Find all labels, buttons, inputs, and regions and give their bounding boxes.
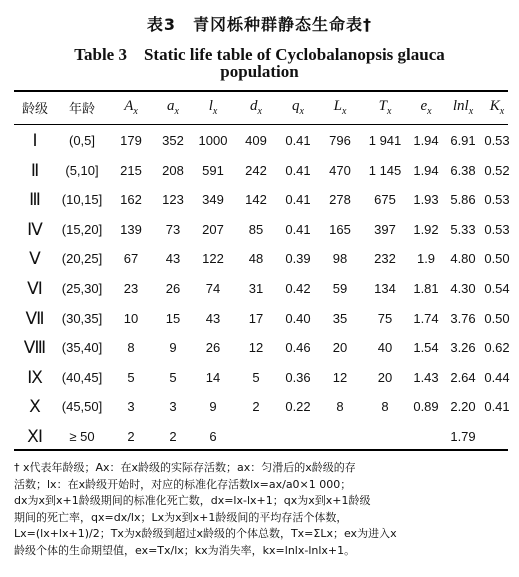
table-cell: 675 [374,192,396,208]
footnote-line: 活数；lx：在x龄级开始时，对应的标准化存活数lx=ax/a0×1 000； [14,477,352,491]
table-cell: 0.89 [413,399,439,415]
table-cell: 0.42 [285,281,311,296]
table-cell: 2 [169,429,177,444]
column-header: $L_x$ [333,98,347,117]
table-cell: (15,20] [61,221,103,237]
table-cell: 1.79 [450,429,476,444]
table-cell: 9 [209,399,217,415]
table-title-en-line1: Table 3 Static life table of Cyclobalanopsis glauca [74,45,445,64]
table-cell: 0.50 [484,251,510,267]
column-header: $l_x$ [208,98,218,117]
table-cell: 10 [123,310,139,326]
table-cell: 3.76 [450,310,476,326]
table-cell: 0.41 [484,399,510,415]
table-cell: (25,30] [61,281,103,296]
table-cell: 409 [245,133,267,148]
table-cell: 349 [202,192,224,208]
table-cell: 43 [205,310,221,326]
table-cell: 3 [127,399,135,415]
table-cell: 232 [374,251,396,267]
table-cell: Ⅲ [29,190,41,210]
table-cell: 1.54 [413,340,439,356]
footnote-line: dx为x到x+1龄级期间的标准化死亡数，dx=lx-lx+1；qx为x到x+1龄级 [14,494,371,508]
column-header: $T_x$ [378,98,392,117]
table-cell: Ⅺ [27,427,43,446]
table-cell: 15 [165,310,181,326]
table-cell: 8 [336,399,344,415]
table-cell: 397 [374,221,396,237]
column-header: $d_x$ [250,98,262,117]
table-cell: 139 [120,221,142,237]
table-cell: 85 [248,221,264,237]
column-header: 年龄 [68,102,96,117]
table-cell: 1.94 [413,162,439,178]
table-top-rule [14,90,508,92]
table-cell: 35 [332,310,348,326]
table-cell: 162 [120,192,142,208]
table-cell: 75 [377,310,393,326]
table-cell: 40 [377,340,393,356]
table-cell: Ⅸ [27,367,43,387]
footnote-line: 龄级个体的生命期望值，ex=Tx/lx；kx为消失率，kx=lnlx-lnlx+1。 [14,543,356,557]
table-cell: 2 [127,429,135,444]
table-cell: 1.43 [413,369,439,385]
table-cell: 20 [377,369,393,385]
table-cell: 278 [329,192,351,208]
table-cell: 1.81 [413,281,439,296]
table-cell: 73 [165,221,181,237]
table-cell: (5,10] [65,162,99,178]
table-cell: 48 [248,251,264,267]
table-cell: 242 [245,162,267,178]
table-cell: 17 [248,310,264,326]
table-cell: 4.30 [450,281,476,296]
table-cell: 26 [165,281,181,296]
table-cell: 0.22 [285,399,311,415]
table-title-cn: 表3 青冈栎种群静态生命表† [146,15,373,34]
table-cell: 5.86 [450,192,476,208]
table-cell: 142 [245,192,267,208]
table-cell: 31 [248,281,264,296]
table-cell: 0.41 [285,133,311,148]
table-cell: 1 941 [368,133,402,148]
table-cell: 8 [381,399,389,415]
table-cell: (30,35] [61,310,103,326]
table-cell: 122 [202,251,224,267]
table-cell: (20,25] [61,251,103,267]
column-header: $K_x$ [489,98,505,117]
column-header: $a_x$ [167,98,179,117]
table-cell: 3 [169,399,177,415]
table-cell: 26 [205,340,221,356]
table-cell: 5 [169,369,177,385]
table-cell: (10,15] [61,192,103,208]
table-cell: 6 [209,429,217,444]
table-cell: 1000 [198,133,228,148]
table-cell: 6.38 [450,162,476,178]
column-header: 龄级 [21,102,49,117]
table-cell: Ⅳ [27,219,43,239]
table-cell: Ⅱ [30,160,40,180]
table-cell: 1 145 [368,162,402,178]
table-cell: 74 [205,281,221,296]
table-header-rule [14,124,508,125]
table-cell: 43 [165,251,181,267]
table-cell: 179 [120,133,142,148]
table-cell: Ⅶ [25,308,45,328]
table-cell: (35,40] [61,340,103,356]
column-header: $e_x$ [420,98,432,117]
table-cell: 1.92 [413,221,439,237]
table-cell: Ⅹ [29,397,41,417]
table-title-en-line2: population [220,62,299,81]
table-cell: 23 [123,281,139,296]
table-cell: 3.26 [450,340,476,356]
table-cell: 0.40 [285,310,311,326]
column-header: $q_x$ [292,98,304,117]
table-bottom-rule [14,449,508,451]
table-cell: 2 [252,399,260,415]
table-cell: 470 [329,162,351,178]
table-cell: 352 [162,133,184,148]
table-cell: 796 [329,133,351,148]
table-cell: (0,5] [68,133,96,148]
column-header: lnl$_x$ [452,98,474,117]
table-cell: 0.52 [484,162,510,178]
table-cell: 215 [120,162,142,178]
table-cell: 1.9 [416,251,436,267]
table-cell: 20 [332,340,348,356]
table-cell: 5.33 [450,221,476,237]
table-cell: 0.39 [285,251,311,267]
table-cell: 67 [123,251,139,267]
table-cell: 12 [332,369,348,385]
table-cell: Ⅴ [29,249,41,269]
table-cell: 0.44 [484,369,510,385]
table-cell: ≥ 50 [69,429,95,444]
table-cell: 0.41 [285,162,311,178]
table-cell: 1.93 [413,192,439,208]
table-cell: 14 [205,369,221,385]
table-cell: 0.41 [285,221,311,237]
table-cell: 134 [374,281,396,296]
table-cell: Ⅷ [23,338,47,358]
table-cell: 0.53 [484,192,510,208]
table-cell: Ⅰ [32,131,38,150]
table-cell: 6.91 [450,133,476,148]
table-cell: 165 [329,221,351,237]
table-cell: Ⅵ [27,279,43,298]
table-cell: 0.53 [484,221,510,237]
table-cell: 0.53 [484,133,510,148]
table-cell: 5 [252,369,260,385]
table-cell: 0.41 [285,192,311,208]
table-cell: 0.46 [285,340,311,356]
footnote-line: † x代表年龄级；Ax：在x龄级的实际存活数；ax：匀滑后的x龄级的存 [14,461,356,474]
table-cell: 0.62 [484,340,510,356]
table-cell: (40,45] [61,369,103,385]
table-cell: 9 [169,340,177,356]
table-footnote [14,460,508,560]
table-cell: 8 [127,340,135,356]
column-header: $A_x$ [124,98,138,117]
table-cell: 12 [248,340,264,356]
table-cell: 0.54 [484,281,510,296]
table-cell: 0.36 [285,369,311,385]
table-cell: 208 [162,162,184,178]
table-cell: 207 [202,221,224,237]
table-cell: 98 [332,251,348,267]
table-cell: 0.50 [484,310,510,326]
table-cell: 1.74 [413,310,439,326]
table-cell: 59 [332,281,348,296]
table-cell: 123 [162,192,184,208]
footnote-line: Lx=(lx+lx+1)/2；Tx为x龄级到超过x龄级的个体总数，Tx=ΣLx；ex为进入x [14,527,397,541]
table-cell: 1.94 [413,133,439,148]
table-cell: 2.64 [450,369,476,385]
table-cell: 591 [202,162,224,178]
footnote-line: 期间的死亡率，qx=dx/lx；Lx为x到x+1龄级间的平均存活个体数， [14,510,348,524]
table-cell: 5 [127,369,135,385]
table-cell: 2.20 [450,399,476,415]
table-cell: (45,50] [61,399,103,415]
table-cell: 4.80 [450,251,476,267]
